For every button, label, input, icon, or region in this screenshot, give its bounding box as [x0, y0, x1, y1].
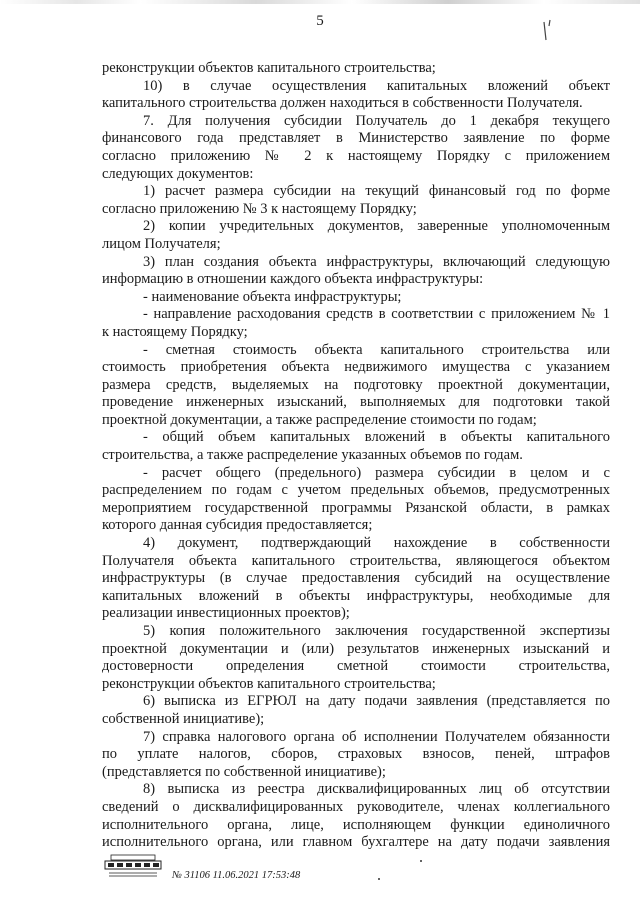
text-line: 7. Для получения субсидии Получатель до 1 декабря текущего [143, 112, 610, 129]
text-line: 10) в случае осуществления капитальных вложений объект [143, 77, 610, 94]
text-line: по уплате налогов, сборов, страховых взносов, пеней, штрафов [102, 746, 610, 763]
text-line: достоверности определения сметной стоимости строительства, [102, 658, 610, 675]
text-line: 7) справка налогового органа об исполнении Получателем обязанности [143, 728, 610, 745]
text-line: Получателя объекта капитального строительства, являющегося объектом [102, 552, 610, 569]
text-line: - общий объем капитальных вложений в объекты капитального [143, 429, 610, 446]
text-line: реализации инвестиционных проектов); [102, 605, 350, 622]
text-line: проведение инженерных изысканий, выполняемых для подготовки такой [102, 394, 610, 411]
text-line: строительства, а также распределение указанных объемов по годам. [102, 447, 523, 464]
text-line: проектной документации, а также распределение стоимости по годам; [102, 411, 537, 428]
text-line: - наименование объекта инфраструктуры; [143, 288, 402, 305]
text-line: 2) копии учредительных документов, заверенные уполномоченным [143, 218, 610, 235]
scan-edge [0, 0, 640, 4]
text-line: 6) выписка из ЕГРЮЛ на дату подачи заявления (представляется по [143, 693, 610, 710]
text-line: капитального строительства должен находиться в собственности Получателя. [102, 95, 583, 112]
text-line: сведений о дисквалифицированных руководителе, членах коллегиального [102, 798, 610, 815]
text-line: - направление расходования средств в соответствии с приложением № 1 [143, 306, 610, 323]
text-line: - сметная стоимость объекта капитального строительства или [143, 341, 610, 358]
text-line: согласно приложению № 3 к настоящему Порядку; [102, 200, 417, 217]
text-line: следующих документов: [102, 165, 254, 182]
text-line: исполнительного органа, или главном бухгалтере на дату подачи заявления [102, 834, 610, 851]
text-line: реконструкции объектов капитального строительства; [102, 675, 436, 692]
registry-stamp [103, 853, 163, 883]
text-line: мероприятием государственной программы Рязанской области, в рамках [102, 499, 610, 516]
text-line: 4) документ, подтверждающий нахождение в собственности [143, 535, 610, 552]
document-text [102, 60, 610, 852]
text-line: капитальных вложений в объекты инфраструктуры, необходимые для [102, 587, 610, 604]
text-line: информацию в отношении каждого объекта инфраструктуры: [102, 271, 484, 288]
text-line: 5) копия положительного заключения государственной экспертизы [143, 623, 610, 639]
scan-speck [378, 878, 380, 880]
text-line: 3) план создания объекта инфраструктуры, включающий следующую [143, 253, 610, 270]
text-line: (представляется по собственной инициативе); [102, 763, 386, 780]
text-line: распределением по годам с учетом предельных объемов, предусмотренных [102, 482, 610, 499]
text-line: - расчет общего (предельного) размера субсидии в целом и с [143, 464, 610, 481]
text-line: размера средств, выделяемых на подготовку проектной документации, [102, 376, 610, 393]
text-line: которого данная субсидия предоставляется; [102, 517, 373, 534]
text-line: стоимость приобретения объекта недвижимого имущества с указанием [102, 359, 610, 376]
text-line: 8) выписка из реестра дисквалифицированных лиц об отсутствии [143, 781, 610, 798]
text-line: собственной инициативе); [102, 710, 265, 727]
text-line: исполнительного органа, лице, исполняющем функции единоличного [102, 816, 610, 833]
text-line: лицом Получателя; [102, 235, 221, 252]
text-line: реконструкции объектов капитального строительства; [102, 60, 436, 76]
handwritten-mark [540, 18, 558, 44]
text-line: финансового года представляет в Министерство заявление по форме [102, 130, 610, 147]
scan-speck [420, 860, 422, 862]
text-line: 1) расчет размера субсидии на текущий финансовый год по форме [143, 183, 610, 200]
text-line: проектной документации и (или) результатов инженерных изысканий и [102, 640, 610, 657]
text-line: инфраструктуры (в случае предоставления субсидий на осуществление [102, 570, 610, 587]
text-line: к настоящему Порядку; [102, 323, 248, 340]
stamp-graphic [103, 853, 163, 883]
page-number: 5 [316, 13, 324, 29]
registration-number: № 31106 11.06.2021 17:53:48 [172, 870, 301, 881]
text-line: согласно приложению № 2 к настоящему Порядку с приложением [102, 147, 610, 164]
